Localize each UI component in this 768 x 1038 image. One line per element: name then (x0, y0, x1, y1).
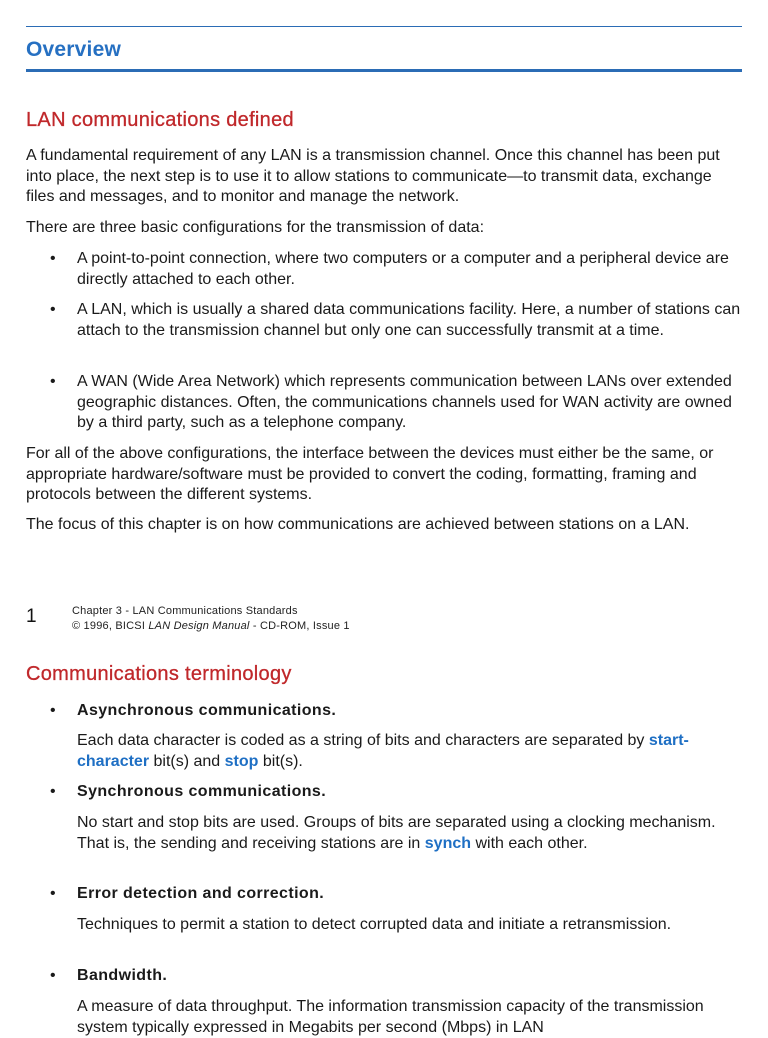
bullet-dot: • (50, 301, 56, 318)
overview-heading: Overview (26, 38, 121, 61)
term-heading: Error detection and correction. (77, 885, 325, 902)
footer-copyright-prefix: © 1996, BICSI (72, 619, 149, 632)
config-bullet-text: A point-to-point connection, where two computers or a computer and a peripheral device are directly attached to each other. (77, 250, 729, 288)
term-desc-text: with each other. (471, 834, 588, 852)
bullet-dot: • (50, 885, 56, 902)
footer-copyright-line (72, 619, 350, 634)
synch-link[interactable]: synch (424, 834, 472, 852)
footer-copyright-suffix: - CD-ROM, Issue 1 (249, 619, 350, 632)
configs-intro-paragraph: There are three basic configurations for the transmission of data: (26, 219, 485, 236)
term-desc-text: bit(s). (258, 752, 303, 770)
top-rule (26, 26, 742, 27)
page-footer (72, 604, 350, 633)
config-bullet-text: A LAN, which is usually a shared data communications facility. Here, a number of stations can attach to the transmission channel but only one can successfully transmit at a time. (77, 301, 741, 339)
footer-chapter-line: Chapter 3 - LAN Communications Standards (72, 605, 298, 617)
term-heading: Synchronous communications. (77, 783, 327, 800)
term-heading: Bandwidth. (77, 967, 168, 984)
term-desc-text: bit(s) and (149, 752, 225, 770)
config-bullet (26, 372, 742, 434)
term-description: A measure of data throughput. The information transmission capacity of the transmission system typically expressed in Megabits per second (Mbps) in LAN (77, 998, 704, 1036)
term-bullet (26, 701, 742, 722)
bullet-dot: • (50, 783, 56, 800)
config-bullet-text: A WAN (Wide Area Network) which represents communication between LANs over extended geographic distances. Often, the communications channels used for WAN activity are owned by a third party, such as a telephone company. (77, 373, 732, 431)
start-character-link[interactable]: start-character (77, 732, 689, 770)
term-description (77, 731, 742, 772)
config-bullet (26, 249, 742, 290)
term-desc-text: No start and stop bits are used. Groups of bits are separated using a clocking mechanism. That is, the sending and receiving stations are in (77, 814, 716, 852)
term-description: Techniques to permit a station to detect corrupted data and initiate a retransmission. (77, 916, 672, 933)
stop-link[interactable]: stop (224, 752, 259, 770)
footer-manual-title: LAN Design Manual (148, 619, 250, 632)
term-desc-text: Each data character is coded as a string of bits and characters are separated by (77, 732, 649, 749)
term-heading: Asynchronous communications. (77, 702, 337, 719)
bullet-dot: • (50, 250, 56, 267)
lan-section-title: LAN communications defined (26, 109, 294, 131)
term-bullet (26, 966, 742, 987)
config-bullet (26, 300, 742, 341)
lan-intro-paragraph: A fundamental requirement of any LAN is a transmission channel. Once this channel has been put into place, the next step is to use it to allow stations to communicate—to transmit data, exchange files and messages, and to monitor and manage the network. (26, 147, 720, 205)
terminology-section-title: Communications terminology (26, 663, 292, 685)
term-description (77, 813, 742, 854)
configurations-paragraph: For all of the above configurations, the interface between the devices must either be the same, or appropriate hardware/software must be provided to convert the coding, formatting, framing and protocols between the different systems. (26, 445, 714, 503)
term-bullet (26, 884, 742, 905)
bullet-dot: • (50, 967, 56, 984)
bullet-dot: • (50, 702, 56, 719)
overview-rule (26, 69, 742, 72)
focus-paragraph: The focus of this chapter is on how communications are achieved between stations on a LAN. (26, 516, 690, 533)
bullet-dot: • (50, 373, 56, 390)
term-bullet (26, 782, 742, 803)
page-number: 1 (26, 606, 37, 627)
